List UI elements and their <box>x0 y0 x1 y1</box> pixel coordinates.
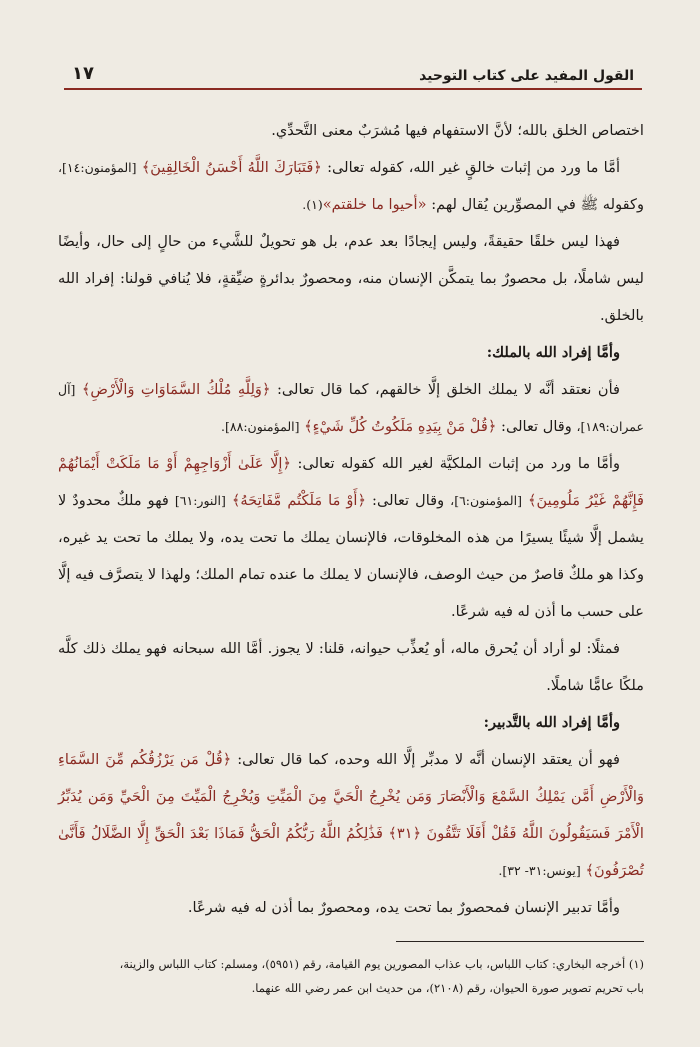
quran-quote: ﴿وَلِلَّهِ مُلْكُ السَّمَاوَاتِ وَالْأَرْضِ﴾ <box>81 381 271 398</box>
header-rule <box>64 88 642 90</box>
verse-reference: [المؤمنون:١٤]، <box>58 160 137 175</box>
page-body <box>58 112 644 926</box>
quran-quote: ﴿قُلْ مَن يَرْزُقُكُم مِّنَ السَّمَاءِ وَالْأَرْضِ أَمَّن يَمْلِكُ السَّمْعَ وَالْأَبْصَارَ وَمَن يُخْرِجُ الْحَيَّ مِنَ الْمَيِّتِ وَيُخْرِجُ الْمَيِّتَ مِنَ الْحَيِّ وَمَن يُدَبِّرُ الْأَمْرَ فَسَيَقُولُونَ اللَّهُ فَقُلْ أَفَلَا تَتَّقُونَ ﴿٣١﴾ فَذَٰلِكُمُ اللَّهُ رَبُّكُمُ الْحَقُّ فَمَاذَا بَعْدَ الْحَقِّ إِلَّا الضَّلَالُ فَأَنَّىٰ تُصْرَفُونَ﴾ <box>58 751 644 879</box>
quran-quote: ﴿إِلَّا عَلَىٰ أَزْوَاجِهِمْ أَوْ مَا مَلَكَتْ أَيْمَانُهُمْ فَإِنَّهُمْ غَيْرُ مَلُومِينَ﴾ <box>58 455 644 509</box>
footnote-line: باب تحريم تصوير صورة الحيوان، رقم (٢١٠٨)، من حديث ابن عمر رضي الله عنهما. <box>251 981 644 995</box>
footnote-marker: (١). <box>302 197 323 212</box>
paragraph: فهو أن يعتقد الإنسان أنَّه لا مدبِّر إلَّا الله وحده، كما قال تعالى: ﴿قُلْ مَن يَرْزُقُكُم مِّنَ السَّمَاءِ وَالْأَرْضِ أَمَّن يَمْلِكُ السَّمْعَ وَالْأَبْصَارَ وَمَن يُخْرِجُ الْحَيَّ مِنَ الْمَيِّتِ وَيُخْرِجُ الْمَيِّتَ مِنَ الْحَيِّ وَمَن يُدَبِّرُ الْأَمْرَ فَسَيَقُولُونَ اللَّهُ فَقُلْ أَفَلَا تَتَّقُونَ ﴿٣١﴾ فَذَٰلِكُمُ اللَّهُ رَبُّكُمُ الْحَقُّ فَمَاذَا بَعْدَ الْحَقِّ إِلَّا الضَّلَالُ فَأَنَّىٰ تُصْرَفُونَ﴾ [يونس:٣١- ٣٢]. <box>58 751 644 879</box>
section-heading: وأمَّا إفراد الله بالتَّدبير: <box>483 714 620 731</box>
footnote-line: (١) أخرجه البخاري: كتاب اللباس، باب عذاب المصورين يوم القيامة، رقم (٥٩٥١)، ومسلم: كتاب اللباس والزينة، <box>119 957 644 971</box>
paragraph: اختصاص الخلق بالله؛ لأنَّ الاستفهام فيها مُشرَبٌ معنى التَّحدِّي. <box>271 122 644 139</box>
quran-quote: ﴿فَتَبَارَكَ اللَّهُ أَحْسَنُ الْخَالِقِينَ﴾ <box>141 159 322 176</box>
paragraph: أمَّا ما ورد من إثبات خالقٍ غير الله، كقوله تعالى: ﴿فَتَبَارَكَ اللَّهُ أَحْسَنُ الْخَالِقِينَ﴾ [المؤمنون:١٤]، وكقوله ﷺ في المصوِّرين يُقال لهم: «أحيوا ما خلقتم»(١). <box>58 159 644 213</box>
hadith-quote: «أحيوا ما خلقتم» <box>322 196 427 213</box>
footnote-rule <box>396 941 644 942</box>
verse-reference: [النور:٦١] <box>174 493 226 508</box>
quran-quote: ﴿أَوْ مَا مَلَكْتُم مَّفَاتِحَهُ﴾ <box>231 492 367 509</box>
running-title: القول المفيد على كتاب التوحيد <box>419 68 634 84</box>
footnote <box>58 952 644 1000</box>
verse-reference: [المؤمنون:٨٨]. <box>221 419 300 434</box>
quran-quote: ﴿قُلْ مَنْ بِيَدِهِ مَلَكُوتُ كُلِّ شَيْءٍ﴾ <box>304 418 497 435</box>
section-heading: وأمَّا إفراد الله بالملك: <box>486 344 620 361</box>
paragraph: فأن نعتقد أنَّه لا يملك الخلق إلَّا خالقهم، كما قال تعالى: ﴿وَلِلَّهِ مُلْكُ السَّمَاوَاتِ وَالْأَرْضِ﴾ [آل عمران:١٨٩]، وقال تعالى: ﴿قُلْ مَنْ بِيَدِهِ مَلَكُوتُ كُلِّ شَيْءٍ﴾ [المؤمنون:٨٨]. <box>58 381 644 435</box>
verse-reference: [المؤمنون:٦]، <box>450 493 522 508</box>
verse-reference: [آل عمران:١٨٩]، <box>58 382 644 434</box>
paragraph: وأمَّا تدبير الإنسان فمحصورٌ بما تحت يده، ومحصورٌ بما أذن له فيه شرعًا. <box>187 899 620 916</box>
paragraph: وأمَّا ما ورد من إثبات الملكيَّة لغير الله كقوله تعالى: ﴿إِلَّا عَلَىٰ أَزْوَاجِهِمْ أَوْ مَا مَلَكَتْ أَيْمَانُهُمْ فَإِنَّهُمْ غَيْرُ مَلُومِينَ﴾ [المؤمنون:٦]، وقال تعالى: ﴿أَوْ مَا مَلَكْتُم مَّفَاتِحَهُ﴾ [النور:٦١] فهو ملكٌ محدودٌ لا يشمل إلَّا شيئًا يسيرًا من هذه المخلوقات، فالإنسان يملك ما تحت يده، ولا يملك ما تحت يد غيره، وكذا هو ملكٌ قاصرٌ من حيث الوصف، فالإنسان لا يملك ما عنده تمام الملك؛ ولهذا لا يتصرَّف فيه إلَّا على حسب ما أذن له فيه شرعًا. <box>58 455 644 620</box>
paragraph: فمثلًا: لو أراد أن يُحرق ماله، أو يُعذِّب حيوانه، قلنا: لا يجوز. أمَّا الله سبحانه فهو يملك ذلك كلَّه ملكًا عامًّا شاملًا. <box>58 640 644 694</box>
page-number: ١٧ <box>72 63 94 84</box>
page-header <box>72 58 634 84</box>
paragraph: فهذا ليس خلقًا حقيقةً، وليس إيجادًا بعد عدم، بل هو تحويلٌ للشَّيء من حالٍ إلى حال، وأيضًا ليس شاملًا، بل محصورٌ بما يتمكَّن الإنسان منه، ومحصورٌ بدائرةٍ ضيِّقةٍ، فلا يُنافي قولنا: إفراد الله بالخلق. <box>58 233 644 324</box>
verse-reference: [يونس:٣١- ٣٢]. <box>498 863 581 878</box>
